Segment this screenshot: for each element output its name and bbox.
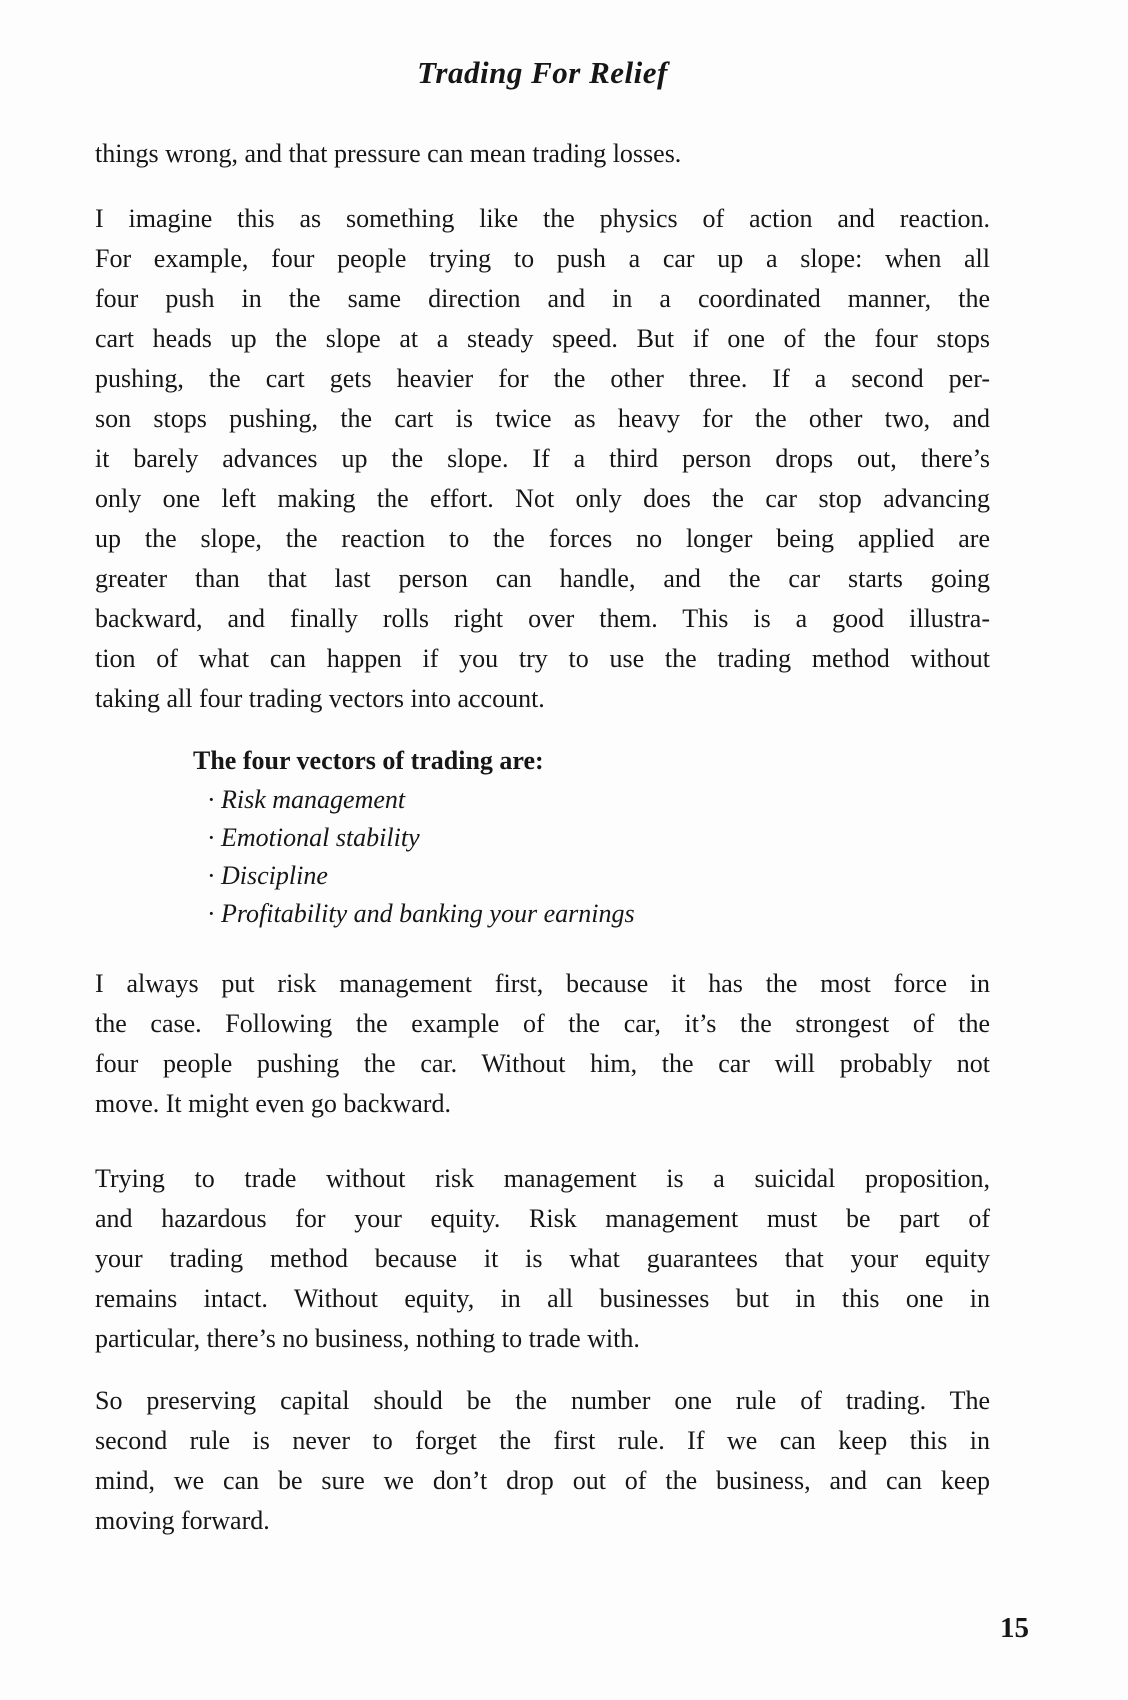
text-line: second rule is never to forget the first rule. If we can keep this in bbox=[95, 1426, 990, 1455]
vector-list bbox=[95, 741, 990, 933]
text-line: mind, we can be sure we don’t drop out of the business, and can keep bbox=[95, 1466, 990, 1495]
text-line: only one left making the effort. Not only does the car stop advancing bbox=[95, 484, 990, 513]
text-line: and hazardous for your equity. Risk management must be part of bbox=[95, 1204, 990, 1233]
bullet-icon: · bbox=[207, 823, 216, 852]
list-item-label: Profitability and banking your earnings bbox=[221, 899, 635, 928]
text-line: the case. Following the example of the car, it’s the strongest of the bbox=[95, 1009, 990, 1038]
text-line: So preserving capital should be the number one rule of trading. The bbox=[95, 1386, 990, 1415]
text-line: your trading method because it is what guarantees that your equity bbox=[95, 1244, 990, 1273]
paragraph bbox=[95, 964, 990, 1124]
text-column bbox=[95, 0, 990, 1541]
list-item bbox=[207, 895, 990, 933]
text-line: moving forward. bbox=[95, 1506, 270, 1535]
page-title: Trading For Relief bbox=[417, 55, 668, 90]
text-line: backward, and finally rolls right over them. This is a good illustra- bbox=[95, 604, 990, 633]
text-line: tion of what can happen if you try to use the trading method without bbox=[95, 644, 990, 673]
paragraph bbox=[95, 1159, 990, 1359]
text-line: Trying to trade without risk management is a suicidal proposition, bbox=[95, 1164, 990, 1193]
text-line: move. It might even go backward. bbox=[95, 1089, 451, 1118]
text-line: pushing, the cart gets heavier for the other three. If a second per- bbox=[95, 364, 990, 393]
paragraph bbox=[95, 199, 990, 719]
text-line: it barely advances up the slope. If a third person drops out, there’s bbox=[95, 444, 990, 473]
list-item-label: Emotional stability bbox=[221, 823, 420, 852]
text-line: four people pushing the car. Without him, the car will probably not bbox=[95, 1049, 990, 1078]
text-line: up the slope, the reaction to the forces no longer being applied are bbox=[95, 524, 990, 553]
paragraph bbox=[95, 134, 990, 174]
text-line: taking all four trading vectors into account. bbox=[95, 684, 545, 713]
text-line: things wrong, and that pressure can mean trading losses. bbox=[95, 139, 682, 168]
text-line: For example, four people trying to push a car up a slope: when all bbox=[95, 244, 990, 273]
bullet-icon: · bbox=[207, 785, 216, 814]
page-body bbox=[95, 134, 990, 1541]
paragraph bbox=[95, 1381, 990, 1541]
text-line: particular, there’s no business, nothing to trade with. bbox=[95, 1324, 640, 1353]
text-line: cart heads up the slope at a steady speed. But if one of the four stops bbox=[95, 324, 990, 353]
list-item-label: Discipline bbox=[221, 861, 328, 890]
text-line: son stops pushing, the cart is twice as heavy for the other two, and bbox=[95, 404, 990, 433]
text-line: four push in the same direction and in a coordinated manner, the bbox=[95, 284, 990, 313]
list-item-label: Risk management bbox=[221, 785, 406, 814]
text-line: I imagine this as something like the physics of action and reaction. bbox=[95, 204, 990, 233]
list-item bbox=[207, 781, 990, 819]
text-line: greater than that last person can handle, and the car starts going bbox=[95, 564, 990, 593]
bullet-icon: · bbox=[207, 861, 216, 890]
list-heading: The four vectors of trading are: bbox=[193, 746, 544, 775]
list-item bbox=[207, 857, 990, 895]
list-item bbox=[207, 819, 990, 857]
page-number: 15 bbox=[1000, 1612, 1029, 1644]
text-line: I always put risk management first, because it has the most force in bbox=[95, 969, 990, 998]
bullet-icon: · bbox=[207, 899, 216, 928]
text-line: remains intact. Without equity, in all businesses but in this one in bbox=[95, 1284, 990, 1313]
